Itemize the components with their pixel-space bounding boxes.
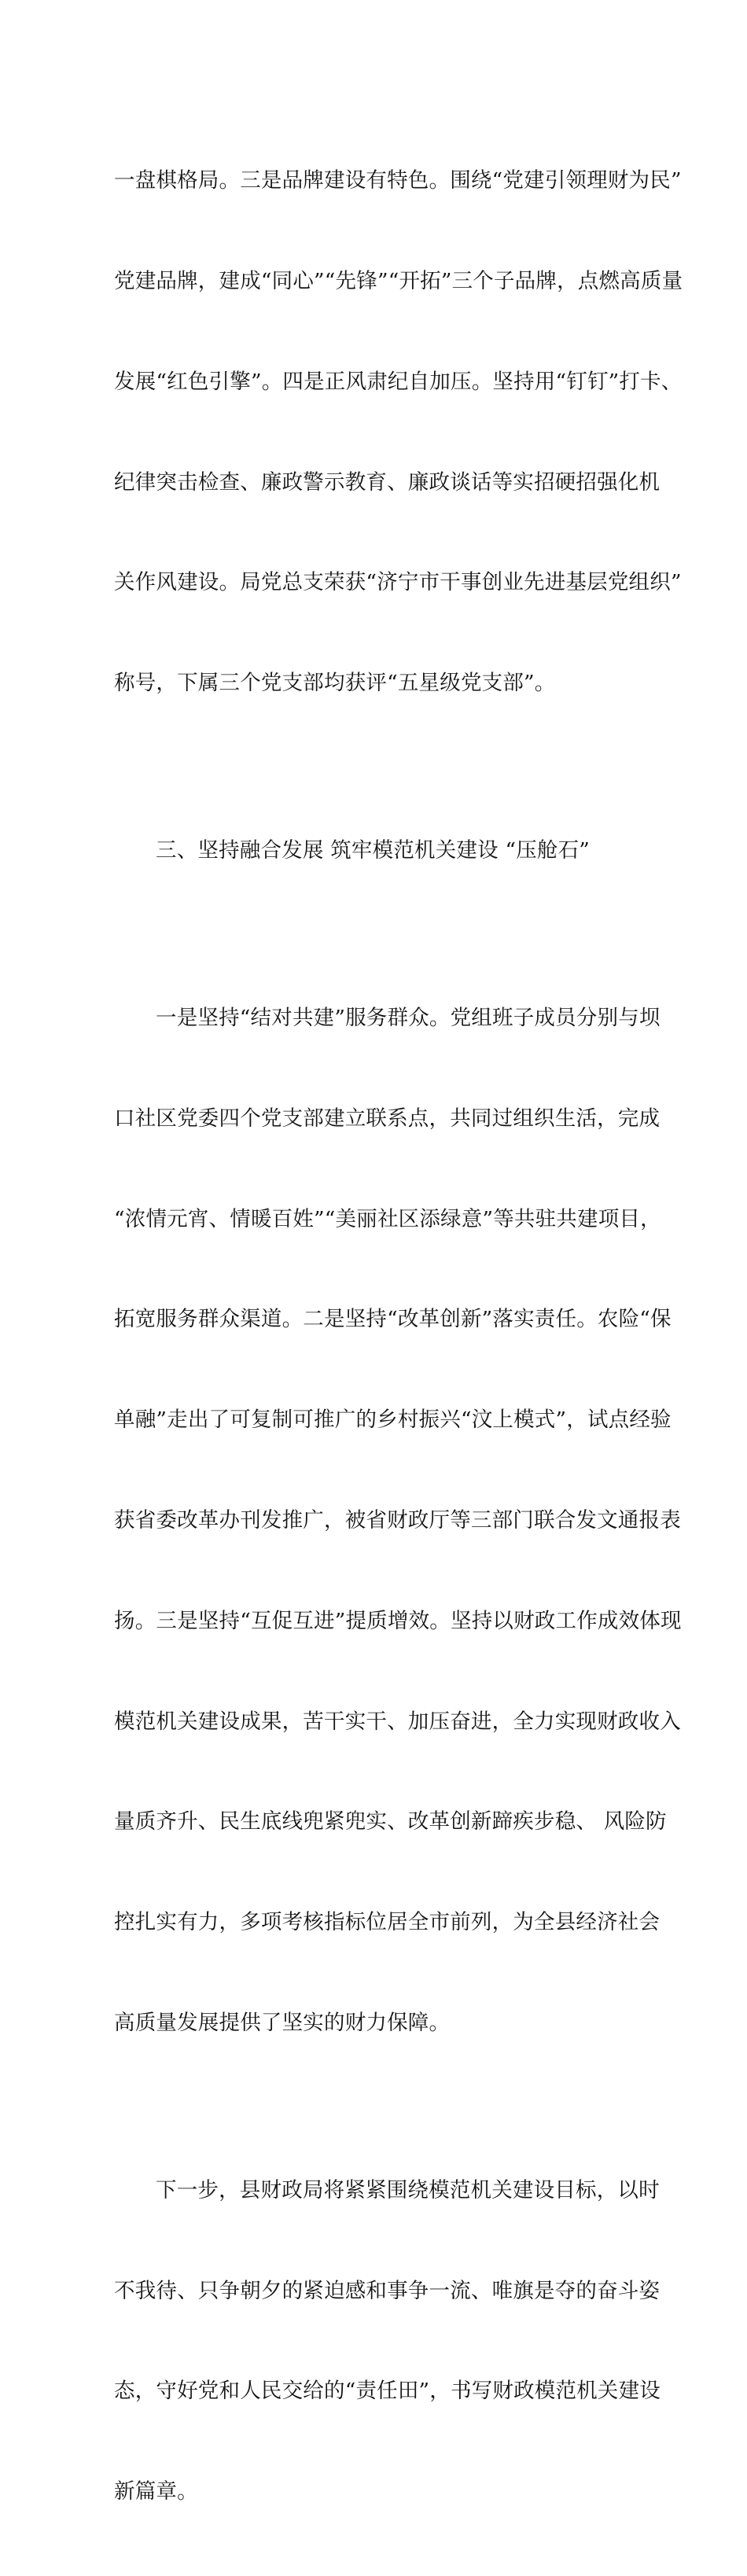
text-line: 拓宽服务群众渠道。二是坚持“改革创新”落实责任。农险“保 [114, 1307, 672, 1332]
text-line: 态，守好党和人民交给的“责任田”，书写财政模范机关建设 [114, 2379, 661, 2404]
text-line: 控扎实有力，多项考核指标位居全市前列，为全县经济社会 [114, 1910, 661, 1935]
text-line: “浓情元宵、情暖百姓”“美丽社区添绿意”等共驻共建项目， [114, 1206, 661, 1231]
text-line: 发展“红色引擎”。四是正风肃纪自加压。坚持用“钉钉”打卡、 [114, 369, 683, 394]
text-line: 模范机关建设成果，苦干实干、加压奋进，全力实现财政收入 [114, 1709, 681, 1734]
text-line: 扬。三是坚持“互促互进”提质增效。坚持以财政工作成效体现 [114, 1608, 682, 1633]
text-line: 关作风建设。局党总支荣获“济宁市干事创业先进基层党组织” [114, 570, 682, 595]
text-line: 高质量发展提供了坚实的财力保障。 [114, 2010, 451, 2035]
paragraph-brand-building [114, 98, 683, 767]
text-line: 新篇章。 [114, 2479, 198, 2504]
text-line: 获省委改革办刊发推广，被省财政厅等三部门联合发文通报表 [114, 1507, 681, 1533]
text-line: 一盘棋格局。三是品牌建设有特色。围绕“党建引领理财为民” [114, 168, 682, 193]
section-heading-3 [114, 767, 641, 935]
text-line: 党建品牌，建成“同心”“先锋”“开拓”三个子品牌，点燃高质量 [114, 268, 683, 293]
paragraph-integration [114, 935, 682, 2107]
paragraph-next-step [114, 2107, 661, 2576]
text-line: 单融”走出了可复制可推广的乡村振兴“汶上模式”，试点经验 [114, 1408, 672, 1433]
text-line: 称号，下属三个党支部均获评“五星级党支部”。 [114, 671, 556, 696]
text-line: 不我待、只争朝夕的紧迫感和事争一流、唯旗是夺的奋斗姿 [114, 2278, 661, 2303]
text-line: 量质齐升、民生底线兜紧兜实、改革创新蹄疾步稳、 风险防 [114, 1809, 667, 1834]
text-line: 下一步，县财政局将紧紧围绕模范机关建设目标，以时 [156, 2177, 660, 2202]
heading-line: 三、坚持融合发展 筑牢模范机关建设 “压舱石” [156, 838, 591, 863]
text-line: 口社区党委四个党支部建立联系点，共同过组织生活，完成 [114, 1106, 661, 1131]
text-line: 纪律突击检查、廉政警示教育、廉政谈话等实招硬招强化机 [114, 469, 661, 495]
text-line: 一是坚持“结对共建”服务群众。党组班子成员分别与坝 [156, 1006, 661, 1031]
document-body [114, 98, 683, 2576]
